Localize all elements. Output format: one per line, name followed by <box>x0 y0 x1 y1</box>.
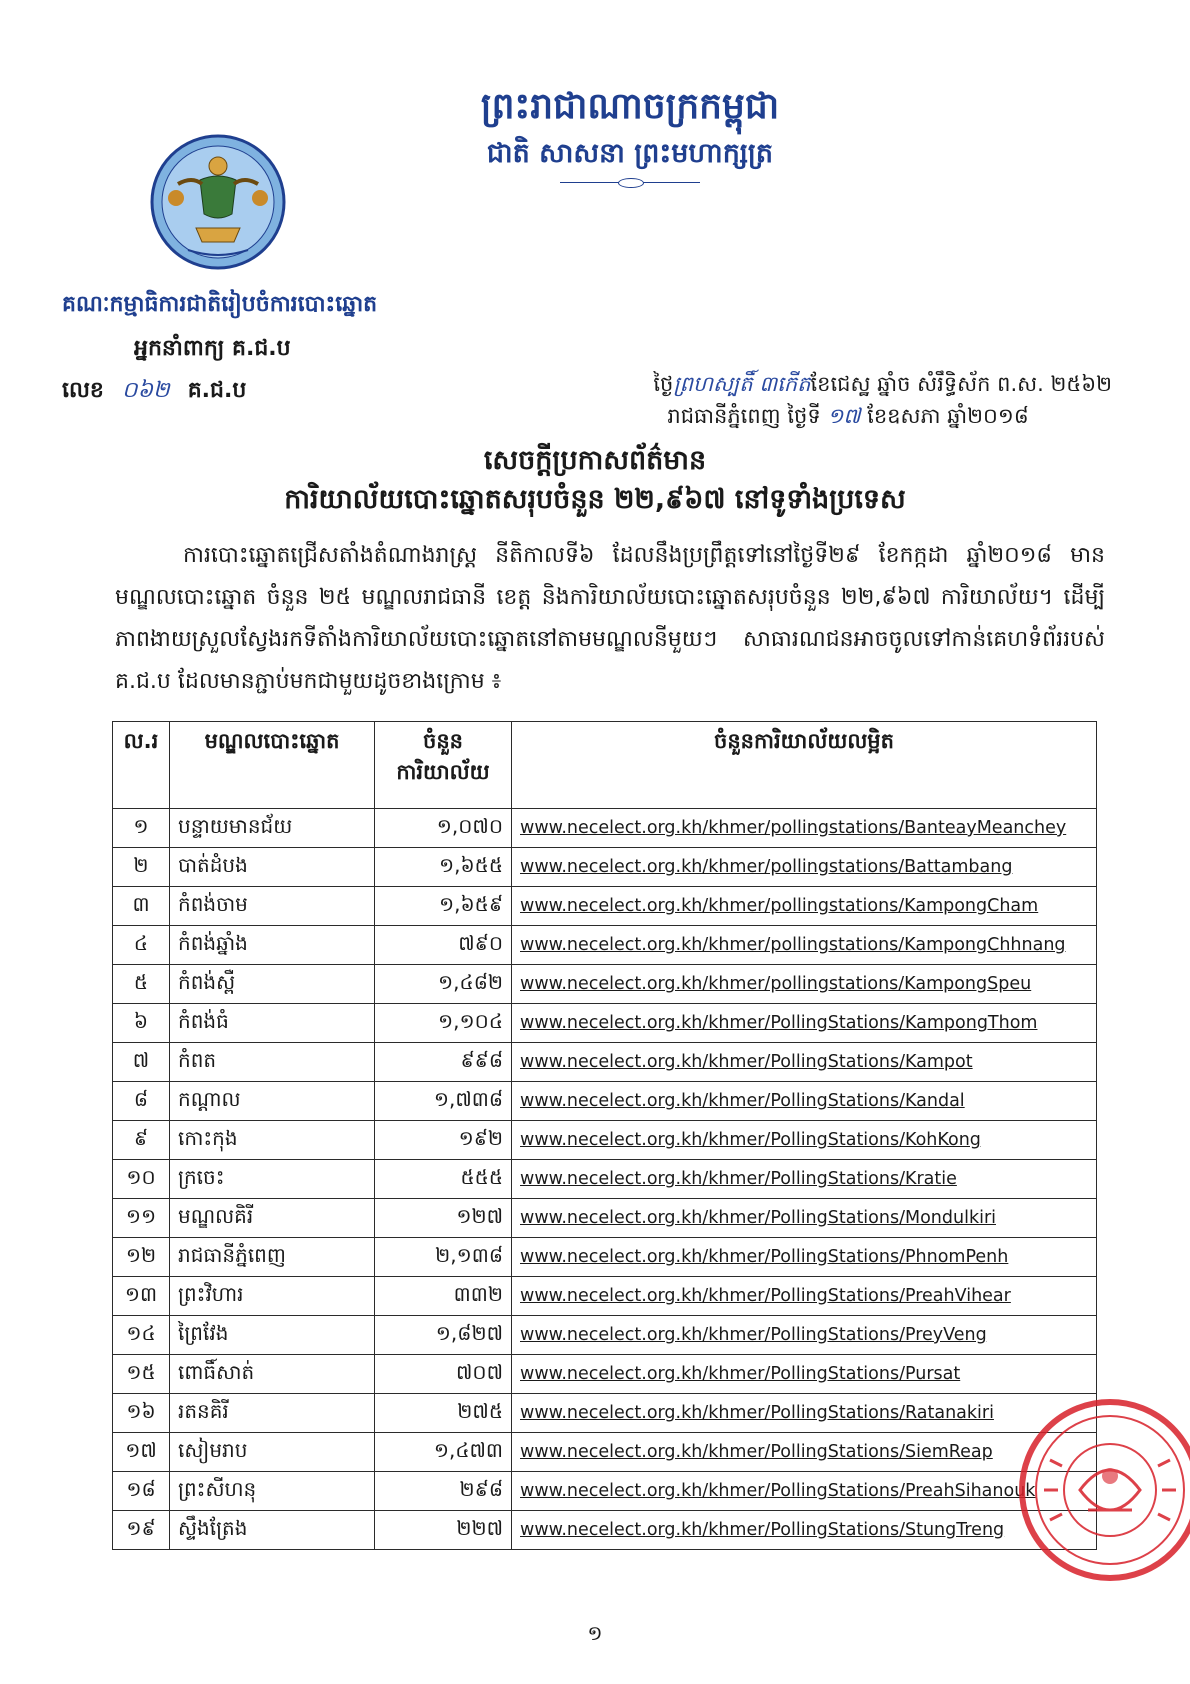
header-count: ចំនួនការិយាល័យ <box>375 722 512 809</box>
lunar-prefix: ថ្ងៃ <box>653 372 674 396</box>
station-count: ១,៦៥៥ <box>375 848 512 887</box>
kingdom-motto: ជាតិ សាសនា ព្រះមហាក្សត្រ <box>486 138 774 169</box>
stations-link[interactable]: www.necelect.org.kh/khmer/PollingStations/Kandal <box>512 1082 1097 1121</box>
table-row <box>113 1316 1097 1355</box>
table-row <box>113 1160 1097 1199</box>
solar-date <box>653 400 1112 432</box>
row-number: ១៧ <box>113 1433 170 1472</box>
constituency-name: កំពត <box>170 1043 375 1082</box>
org-block <box>62 290 377 408</box>
station-count: ២២៧ <box>375 1511 512 1550</box>
table-row <box>113 1511 1097 1550</box>
constituency-name: កំពង់ធំ <box>170 1004 375 1043</box>
ref-label: លេខ <box>62 378 104 403</box>
station-count: ១២៧ <box>375 1199 512 1238</box>
table-row <box>113 1472 1097 1511</box>
table-row <box>113 848 1097 887</box>
title-line-2: ការិយាល័យបោះឆ្នោតសរុបចំនួន ២២,៩៦៧ នៅទូទាំងប្រទេស <box>284 484 906 515</box>
table-row <box>113 1004 1097 1043</box>
header-no: ល.រ <box>113 722 170 809</box>
constituency-name: ស្ទឹងត្រែង <box>170 1511 375 1550</box>
table-row <box>113 1355 1097 1394</box>
table-row <box>113 965 1097 1004</box>
row-number: ១៦ <box>113 1394 170 1433</box>
constituency-name: រតនគិរី <box>170 1394 375 1433</box>
date-block <box>653 368 1112 432</box>
row-number: ៤ <box>113 926 170 965</box>
constituency-name: បាត់ដំបង <box>170 848 375 887</box>
ref-suffix: គ.ជ.ប <box>187 378 247 403</box>
table-row <box>113 1394 1097 1433</box>
station-count: ១,៧៣៨ <box>375 1082 512 1121</box>
official-seal-icon <box>1010 1390 1190 1590</box>
kingdom-title: ព្រះរាជាណាចក្រកម្ពុជា <box>480 85 780 127</box>
table-header-row <box>113 722 1097 809</box>
constituency-name: សៀមរាប <box>170 1433 375 1472</box>
station-count: ៩៩៨ <box>375 1043 512 1082</box>
row-number: ៧ <box>113 1043 170 1082</box>
table-row <box>113 1082 1097 1121</box>
lunar-date <box>653 368 1112 400</box>
constituency-name: ព្រៃវែង <box>170 1316 375 1355</box>
constituency-name: ព្រះវិហារ <box>170 1277 375 1316</box>
constituency-name: កោះកុង <box>170 1121 375 1160</box>
constituency-name: កំពង់ស្ពឺ <box>170 965 375 1004</box>
station-count: ២៩៨ <box>375 1472 512 1511</box>
solar-day-handwritten: ១៧ <box>827 404 861 428</box>
reference-number <box>62 376 377 408</box>
station-count: ១,៤៧៣ <box>375 1433 512 1472</box>
table-row <box>113 887 1097 926</box>
stations-link[interactable]: www.necelect.org.kh/khmer/pollingstations/KampongSpeu <box>512 965 1097 1004</box>
station-count: ៧០៧ <box>375 1355 512 1394</box>
lunar-rest: ខែជេស្ឋ ឆ្នាំច សំរឹទ្ធិស័ក ព.ស. ២៥៦២ <box>810 372 1112 396</box>
constituency-name: ពោធិ៍សាត់ <box>170 1355 375 1394</box>
station-count: ១,៤៨២ <box>375 965 512 1004</box>
row-number: ១ <box>113 809 170 848</box>
constituency-name: មណ្ឌលគិរី <box>170 1199 375 1238</box>
stations-link[interactable]: www.necelect.org.kh/khmer/PollingStations/SiemReap <box>512 1433 1097 1472</box>
ref-number-handwritten: ០៦២ <box>121 378 170 403</box>
row-number: ១០ <box>113 1160 170 1199</box>
station-count: ៣៣២ <box>375 1277 512 1316</box>
station-count: ៧៩០ <box>375 926 512 965</box>
solar-rest: ខែឧសភា ឆ្នាំ២០១៨ <box>867 404 1029 428</box>
stations-link[interactable]: www.necelect.org.kh/khmer/PollingStations/PreahSihanouk <box>512 1472 1097 1511</box>
lunar-date-handwritten: ព្រហស្បតិ៍ ៣កើត <box>673 372 811 396</box>
stations-link[interactable]: www.necelect.org.kh/khmer/PollingStations/Ratanakiri <box>512 1394 1097 1433</box>
header-constituency: មណ្ឌលបោះឆ្នោត <box>170 722 375 809</box>
table-row <box>113 809 1097 848</box>
spokesperson-label: អ្នកនាំពាក្យ គ.ជ.ប <box>134 336 291 361</box>
stations-link[interactable]: www.necelect.org.kh/khmer/PollingStations/Mondulkiri <box>512 1199 1097 1238</box>
body-paragraph: ការបោះឆ្នោតជ្រើសតាំងតំណាងរាស្ត្រ នីតិកាលទី៦ ដែលនឹងប្រព្រឹត្តទៅនៅថ្ងៃទី២៩ ខែកក្កដា ឆ្នាំ២០១៨ មានមណ្ឌលបោះឆ្នោត ចំនួន ២៥ មណ្ឌលរាជធានី ខេត្ត និងការិយាល័យបោះឆ្នោតសរុបចំនួន ២២,៩៦៧ ការិយាល័យ។ ដើម្បីភាពងាយស្រួលស្វែងរកទីតាំងការិយាល័យបោះឆ្នោតនៅតាមមណ្ឌលនីមួយៗ សាធារណជនអាចចូលទៅកាន់គេហទំព័ររបស់ គ.ជ.ប ដែលមានភ្ជាប់មកជាមួយដូចខាងក្រោម ៖ <box>115 543 1105 694</box>
solar-prefix: រាជធានីភ្នំពេញ ថ្ងៃទី <box>667 404 821 428</box>
nec-logo-icon <box>148 132 288 272</box>
title-line-1: សេចក្តីប្រកាសព័ត៌មាន <box>483 445 707 476</box>
table-body <box>113 809 1097 1550</box>
constituency-name: កំពង់ឆ្នាំង <box>170 926 375 965</box>
station-count: ២,១៣៨ <box>375 1238 512 1277</box>
polling-stations-table <box>112 721 1097 1550</box>
row-number: ៦ <box>113 1004 170 1043</box>
constituency-name: ព្រះសីហនុ <box>170 1472 375 1511</box>
stations-link[interactable]: www.necelect.org.kh/khmer/PollingStations/PreahVihear <box>512 1277 1097 1316</box>
row-number: ២ <box>113 848 170 887</box>
row-number: ៨ <box>113 1082 170 1121</box>
row-number: ១៥ <box>113 1355 170 1394</box>
stations-link[interactable]: www.necelect.org.kh/khmer/PollingStations/KohKong <box>512 1121 1097 1160</box>
stations-link[interactable]: www.necelect.org.kh/khmer/PollingStations/Kampot <box>512 1043 1097 1082</box>
stations-link[interactable]: www.necelect.org.kh/khmer/pollingstations/BanteayMeanchey <box>512 809 1097 848</box>
kingdom-header <box>440 80 820 188</box>
station-count: ២៧៥ <box>375 1394 512 1433</box>
page-number: ១ <box>587 1621 603 1645</box>
row-number: ៣ <box>113 887 170 926</box>
stations-link[interactable]: www.necelect.org.kh/khmer/PollingStations/Kratie <box>512 1160 1097 1199</box>
stations-link[interactable]: www.necelect.org.kh/khmer/PollingStations/KampongThom <box>512 1004 1097 1043</box>
table-row <box>113 926 1097 965</box>
stations-link[interactable]: www.necelect.org.kh/khmer/PollingStations/PreyVeng <box>512 1316 1097 1355</box>
row-number: ១៤ <box>113 1316 170 1355</box>
table-row <box>113 1277 1097 1316</box>
constituency-name: កំពង់ចាម <box>170 887 375 926</box>
row-number: ១៣ <box>113 1277 170 1316</box>
divider-ornament <box>560 178 700 188</box>
document-title <box>0 442 1190 520</box>
org-name: គណៈកម្មាធិការជាតិរៀបចំការបោះឆ្នោត <box>62 292 378 317</box>
table-row <box>113 1121 1097 1160</box>
stations-link[interactable]: www.necelect.org.kh/khmer/PollingStations/StungTreng <box>512 1511 1097 1550</box>
table-row <box>113 1238 1097 1277</box>
row-number: ៩ <box>113 1121 170 1160</box>
row-number: ១២ <box>113 1238 170 1277</box>
row-number: ១៨ <box>113 1472 170 1511</box>
station-count: ៥៥៥ <box>375 1160 512 1199</box>
stations-link[interactable]: www.necelect.org.kh/khmer/PollingStations/Pursat <box>512 1355 1097 1394</box>
constituency-name: ក្រចេះ <box>170 1160 375 1199</box>
row-number: ១៩ <box>113 1511 170 1550</box>
table-row <box>113 1043 1097 1082</box>
stations-link[interactable]: www.necelect.org.kh/khmer/pollingstations/KampongChhnang <box>512 926 1097 965</box>
station-count: ១៩២ <box>375 1121 512 1160</box>
constituency-name: រាជធានីភ្នំពេញ <box>170 1238 375 1277</box>
stations-link[interactable]: www.necelect.org.kh/khmer/pollingstations/Battambang <box>512 848 1097 887</box>
stations-link[interactable]: www.necelect.org.kh/khmer/PollingStations/PhnomPenh <box>512 1238 1097 1277</box>
header-links: ចំនួនការិយាល័យលម្អិត <box>512 722 1097 809</box>
constituency-name: បន្ទាយមានជ័យ <box>170 809 375 848</box>
station-count: ១,១០៤ <box>375 1004 512 1043</box>
stations-link[interactable]: www.necelect.org.kh/khmer/pollingstations/KampongCham <box>512 887 1097 926</box>
table-row <box>113 1433 1097 1472</box>
station-count: ១,០៧០ <box>375 809 512 848</box>
table-row <box>113 1199 1097 1238</box>
station-count: ១,៨២៧ <box>375 1316 512 1355</box>
constituency-name: កណ្តាល <box>170 1082 375 1121</box>
row-number: ៥ <box>113 965 170 1004</box>
row-number: ១១ <box>113 1199 170 1238</box>
station-count: ១,៦៥៩ <box>375 887 512 926</box>
